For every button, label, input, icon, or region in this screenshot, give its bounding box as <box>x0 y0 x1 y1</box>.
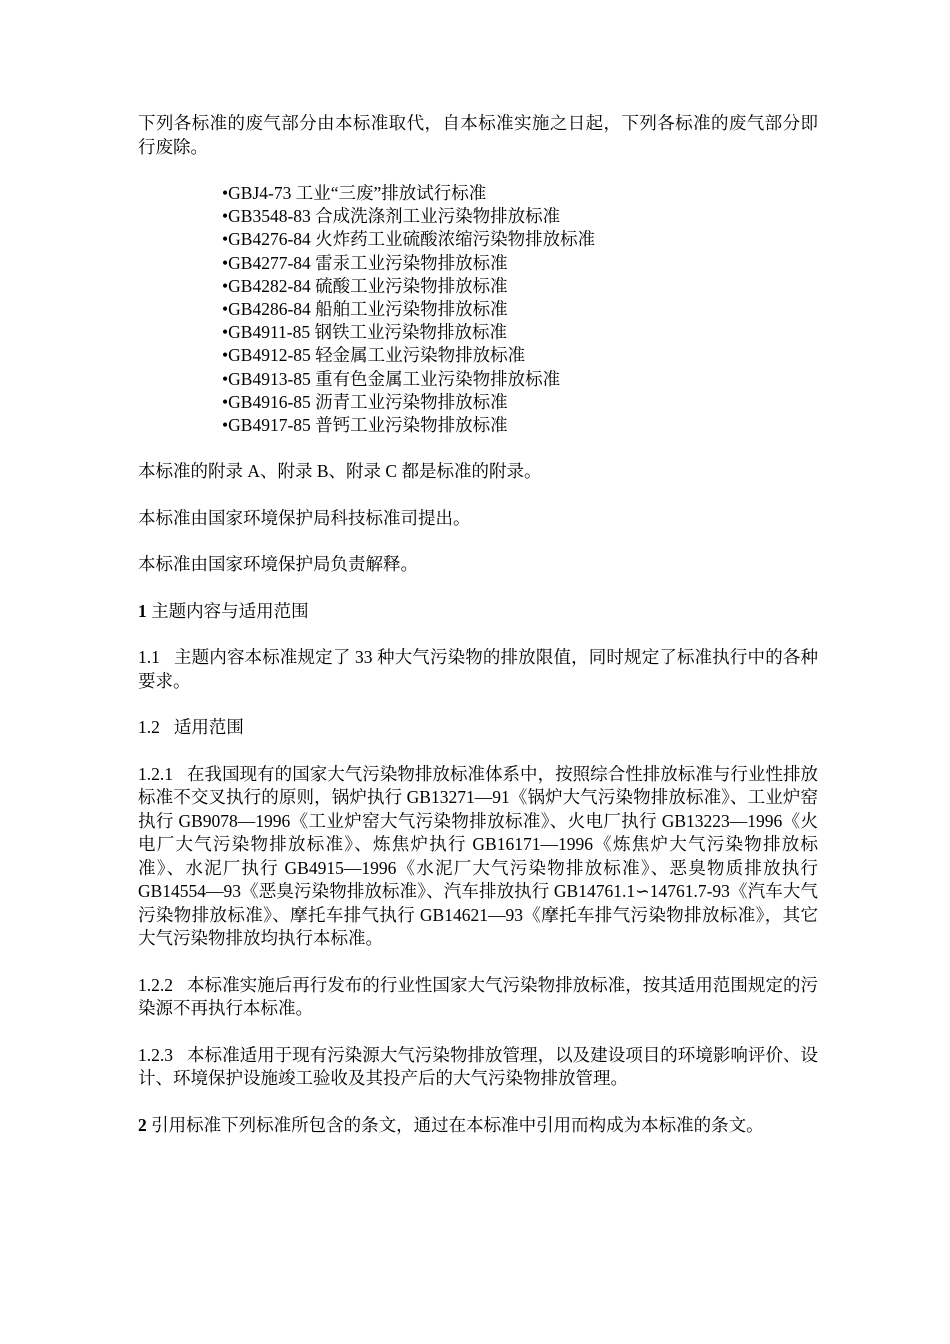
section-number: 1 <box>138 600 147 621</box>
list-item <box>222 414 818 437</box>
clause-text: 本标准实施后再行发布的行业性国家大气污染物排放标准，按其适用范围规定的污染源不再执行本标准。 <box>138 974 818 1019</box>
standard-code: GB4913-85 <box>228 368 311 389</box>
section-number: 2 <box>138 1114 147 1135</box>
standard-title: 工业“三废”排放试行标准 <box>295 183 487 203</box>
clause-1-2 <box>138 716 818 740</box>
section-title: 主题内容与适用范围 <box>151 600 309 621</box>
bullet-icon: • <box>222 391 229 412</box>
standard-code: GB4916-85 <box>228 391 311 412</box>
standard-title: 雷汞工业污染物排放标准 <box>315 252 508 273</box>
list-item <box>222 275 818 298</box>
list-item <box>222 298 818 321</box>
clause-text: 在我国现有的国家大气污染物排放标准体系中，按照综合性排放标准与行业性排放标准不交叉执行的原则，锅炉执行 GB13271—91《锅炉大气污染物排放标准》、工业炉窑执行 GB9078—1996《工业炉窑大气污染物排放标准》、火电厂执行 GB13223—1996《火电厂大气污染物排放标准》、炼焦炉执行 GB16171—1996《炼焦炉大气污染物排放标准》、水泥厂执行 GB4915—1996《水泥厂大气污染物排放标准》、恶臭物质排放执行 GB14554—93《恶臭污染物排放标准》、汽车排放执行 GB14761.1∽14761.7-93《汽车大气污染物排放标准》、摩托车排气执行 GB14621—93《摩托车排气污染物排放标准》，其它大气污染物排放均执行本标准。 <box>138 763 818 949</box>
interpretation-paragraph: 本标准由国家环境保护局负责解释。 <box>138 554 418 575</box>
standard-code: GB4277-84 <box>228 252 311 273</box>
standard-title: 硫酸工业污染物排放标准 <box>315 275 508 296</box>
standard-code: GB4276-84 <box>228 229 311 250</box>
bullet-icon: • <box>222 229 229 250</box>
section-2-heading <box>138 1114 818 1138</box>
clause-text: 适用范围 <box>173 717 244 738</box>
clause-number: 1.2.2 <box>138 974 173 995</box>
standard-code: GB3548-83 <box>228 206 311 227</box>
document-page <box>138 112 818 1137</box>
bullet-icon: • <box>222 368 229 389</box>
bullet-icon: • <box>222 206 229 227</box>
section-1-heading <box>138 600 818 624</box>
replaced-standards-list <box>222 182 818 437</box>
bullet-icon: • <box>222 415 229 436</box>
standard-code: GBJ4-73 <box>228 183 292 203</box>
standard-title: 沥青工业污染物排放标准 <box>315 391 508 412</box>
list-item <box>222 205 818 228</box>
list-item <box>222 391 818 414</box>
list-item <box>222 182 818 205</box>
list-item <box>222 321 818 344</box>
standard-title: 轻金属工业污染物排放标准 <box>315 345 526 366</box>
clause-1-2-1 <box>138 763 818 951</box>
standard-title: 重有色金属工业污染物排放标准 <box>315 368 561 389</box>
proposed-by-paragraph: 本标准由国家环境保护局科技标准司提出。 <box>138 507 471 528</box>
list-item <box>222 252 818 275</box>
standard-code: GB4917-85 <box>228 415 311 436</box>
bullet-icon: • <box>222 299 229 320</box>
standard-code: GB4911-85 <box>228 322 311 343</box>
clause-number: 1.2 <box>138 717 160 738</box>
standard-code: GB4912-85 <box>228 345 311 366</box>
standard-title: 火炸药工业硫酸浓缩污染物排放标准 <box>315 229 596 250</box>
bullet-icon: • <box>222 183 229 203</box>
clause-1-1 <box>138 646 818 693</box>
standard-title: 钢铁工业污染物排放标准 <box>314 322 508 343</box>
section-text: 引用标准下列标准所包含的条文，通过在本标准中引用而构成为本标准的条文。 <box>151 1114 764 1135</box>
bullet-icon: • <box>222 275 229 296</box>
bullet-icon: • <box>222 322 229 343</box>
list-item <box>222 228 818 251</box>
list-item <box>222 368 818 391</box>
clause-1-2-3 <box>138 1044 818 1091</box>
appendix-paragraph: 本标准的附录 A、附录 B、附录 C 都是标准的附录。 <box>138 461 542 482</box>
list-item <box>222 344 818 367</box>
standard-code: GB4282-84 <box>228 275 311 296</box>
standard-title: 合成洗涤剂工业污染物排放标准 <box>315 206 561 227</box>
bullet-icon: • <box>222 252 229 273</box>
clause-number: 1.2.3 <box>138 1044 173 1065</box>
clause-1-2-2 <box>138 974 818 1021</box>
clause-number: 1.1 <box>138 647 160 668</box>
bullet-icon: • <box>222 345 229 366</box>
standard-code: GB4286-84 <box>228 299 311 320</box>
intro-paragraph: 下列各标准的废气部分由本标准取代，自本标准实施之日起，下列各标准的废气部分即行废除。 <box>138 113 818 157</box>
clause-text: 本标准适用于现有污染源大气污染物排放管理，以及建设项目的环境影响评价、设计、环境保护设施竣工验收及其投产后的大气污染物排放管理。 <box>138 1044 818 1089</box>
clause-number: 1.2.1 <box>138 763 173 784</box>
clause-text: 主题内容本标准规定了 33 种大气污染物的排放限值，同时规定了标准执行中的各种要求。 <box>138 647 818 691</box>
standard-title: 普钙工业污染物排放标准 <box>315 415 508 436</box>
standard-title: 船舶工业污染物排放标准 <box>315 299 508 320</box>
